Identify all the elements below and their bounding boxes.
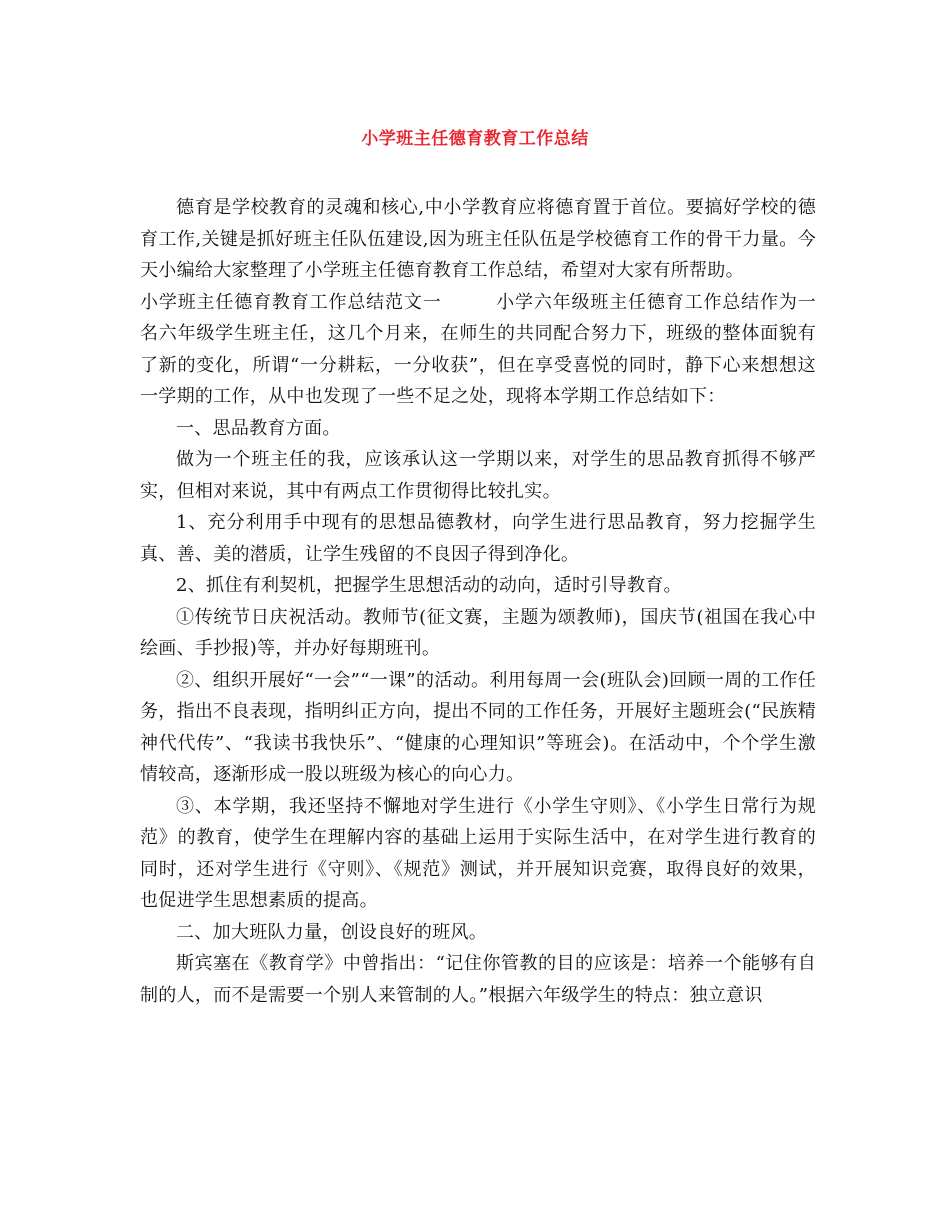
document-body <box>140 192 816 1011</box>
body-paragraph: 二、加大班队力量，创设良好的班风。 <box>176 921 488 943</box>
body-paragraph: 斯宾塞在《教育学》中曾指出：“记住你管教的目的应该是：培养一个能够有自制的人，而不是需要一个别人来管制的人。”根据六年级学生的特点：独立意识 <box>140 953 816 1006</box>
section-paragraph <box>140 287 816 413</box>
document-title: 小学班主任德育教育工作总结 <box>361 129 589 149</box>
intro-paragraph: 德育是学校教育的灵魂和核心,中小学教育应将德育置于首位。要搞好学校的德育工作,关键是抓好班主任队伍建设,因为班主任队伍是学校德育工作的骨干力量。今天小编给大家整理了小学班主任德育教育工作总结，希望对大家有所帮助。 <box>140 197 816 281</box>
section-lead: 小学六年级班主任德育工作总结作为一名六年级学生班主任，这几个月来，在师生的共同配合努力下，班级的整体面貌有了新的变化，所谓“一分耕耘，一分收获”，但在享受喜悦的同时，静下心来想想这一学期的工作，从中也发现了一些不足之处，现将本学期工作总结如下： <box>140 291 816 407</box>
section-label: 小学班主任德育教育工作总结范文一 <box>140 291 442 313</box>
body-paragraph: 一、思品教育方面。 <box>176 417 341 439</box>
body-paragraph: 做为一个班主任的我，应该承认这一学期以来，对学生的思品教育抓得不够严实，但相对来说，其中有两点工作贯彻得比较扎实。 <box>140 449 816 502</box>
body-paragraph: ①传统节日庆祝活动。教师节(征文赛，主题为颂教师)，国庆节(祖国在我心中绘画、手抄报)等，并办好每期班刊。 <box>140 606 816 659</box>
body-paragraph: ②、组织开展好“一会”“一课”的活动。利用每周一会(班队会)回顾一周的工作任务，指出不良表现，指明纠正方向，提出不同的工作任务，开展好主题班会(“民族精神代代传”、“我读书我快乐”、“健康的心理知识”等班会)。在活动中，个个学生激情较高，逐渐形成一股以班级为核心的向心力。 <box>140 669 816 785</box>
body-paragraph: 1、充分利用手中现有的思想品德教材，向学生进行思品教育，努力挖掘学生真、善、美的潜质，让学生残留的不良因子得到净化。 <box>140 512 816 565</box>
body-paragraph: 2、抓住有利契机，把握学生思想活动的动向，适时引导教育。 <box>176 575 682 596</box>
body-paragraph: ③、本学期，我还坚持不懈地对学生进行《小学生守则》、《小学生日常行为规范》的教育，使学生在理解内容的基础上运用于实际生活中，在对学生进行教育的同时，还对学生进行《守则》、《规范》测试，并开展知识竞赛，取得良好的效果，也促进学生思想素质的提高。 <box>140 795 816 911</box>
